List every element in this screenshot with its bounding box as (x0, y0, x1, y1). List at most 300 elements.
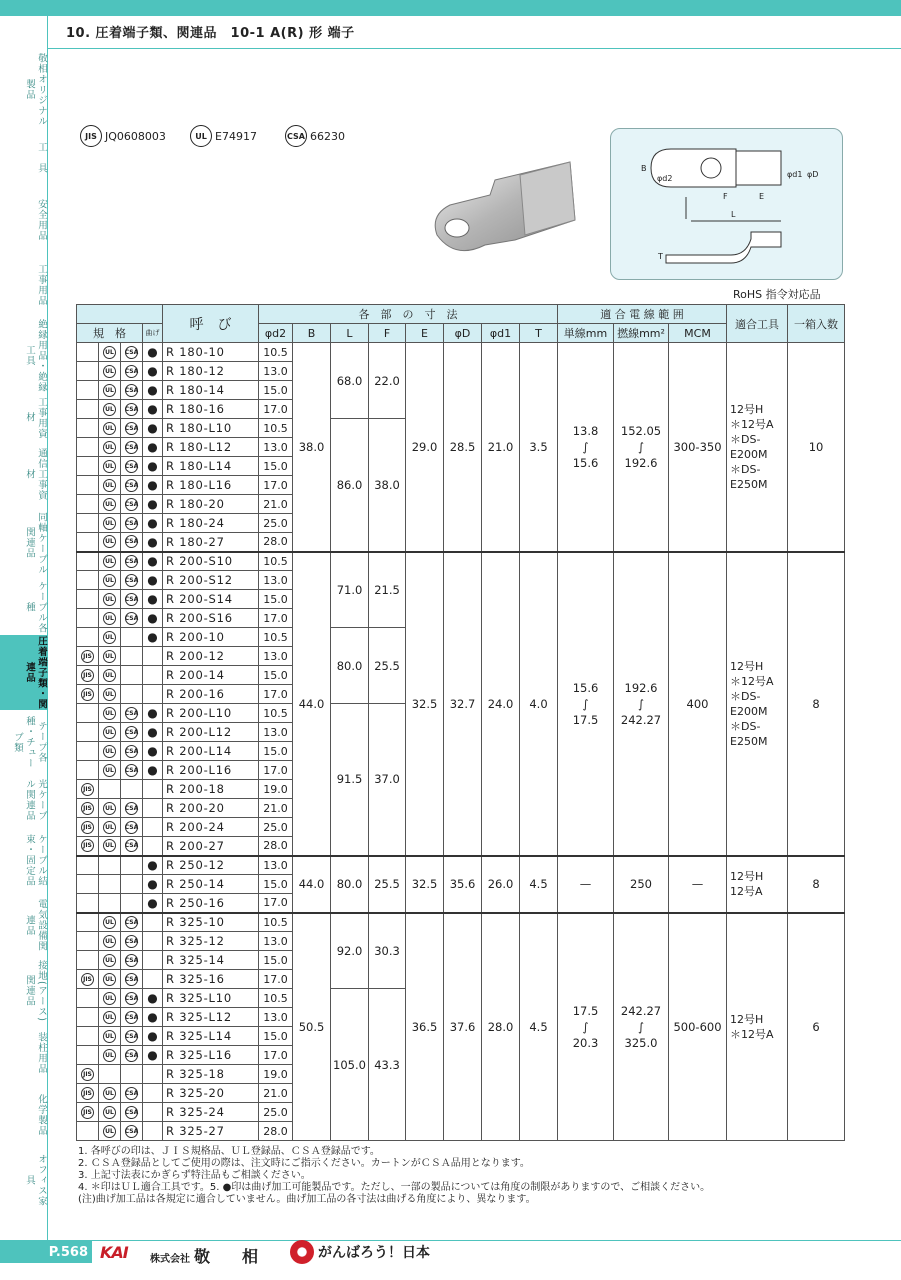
product-code: R 180-12 (163, 362, 259, 381)
u-mark-icon: UL (103, 821, 116, 834)
std-u (99, 704, 121, 723)
header-bend: 曲げ (143, 324, 163, 343)
c-mark-icon: CSA (125, 479, 138, 492)
product-code: R 325-16 (163, 970, 259, 989)
c-mark-icon: CSA (125, 441, 138, 454)
mcm-value: 500-600 (669, 913, 727, 1141)
u-mark-icon: UL (103, 1125, 116, 1138)
phi-d2-value: 25.0 (259, 514, 293, 533)
header-phi-d2: φd2 (259, 324, 293, 343)
header-qty: 一箱入数 (788, 305, 845, 343)
L-value: 80.0 (331, 628, 369, 704)
phi-d2-value: 21.0 (259, 495, 293, 514)
single-wire-range: — (558, 856, 614, 913)
c-mark-icon: CSA (125, 612, 138, 625)
bend-mark: ● (143, 1046, 163, 1065)
F-value: 38.0 (369, 419, 406, 552)
u-mark-icon: UL (103, 574, 116, 587)
std-c (121, 647, 143, 666)
std-c (121, 400, 143, 419)
bend-mark: ● (143, 704, 163, 723)
phi-d1-value: 21.0 (482, 343, 520, 552)
bend-mark: ● (143, 571, 163, 590)
product-code: R 180-24 (163, 514, 259, 533)
side-nav-item[interactable]: 電気設備関連品 (24, 898, 47, 952)
std-j (77, 799, 99, 818)
std-j (77, 1065, 99, 1084)
j-mark-icon: JIS (81, 821, 94, 834)
c-mark-icon: CSA (125, 973, 138, 986)
std-c (121, 951, 143, 970)
std-j (77, 419, 99, 438)
std-c (121, 533, 143, 552)
table-row (77, 856, 845, 875)
std-u (99, 932, 121, 951)
L-value: 68.0 (331, 343, 369, 419)
product-code: R 200-10 (163, 628, 259, 647)
cert-number: E74917 (215, 129, 257, 143)
product-code: R 200-L10 (163, 704, 259, 723)
std-u (99, 647, 121, 666)
phi-d2-value: 10.5 (259, 343, 293, 362)
top-accent-bar (0, 0, 901, 16)
u-mark-icon: UL (103, 764, 116, 777)
bend-mark: ● (143, 457, 163, 476)
std-j (77, 590, 99, 609)
phi-d2-value: 13.0 (259, 438, 293, 457)
bend-mark: ● (143, 875, 163, 894)
std-u (99, 761, 121, 780)
E-value: 29.0 (406, 343, 444, 552)
single-wire-range: 17.5 ∫ 20.3 (558, 913, 614, 1141)
phi-d2-value: 17.0 (259, 685, 293, 704)
label-L: L (731, 210, 736, 219)
side-nav-item[interactable]: オフィス家具 (24, 1153, 47, 1207)
phi-d2-value: 17.0 (259, 476, 293, 495)
header-standard: 規 格 (77, 324, 143, 343)
product-code: R 200-20 (163, 799, 259, 818)
std-c (121, 1008, 143, 1027)
phi-d2-value: 15.0 (259, 666, 293, 685)
phi-d2-value: 15.0 (259, 875, 293, 894)
u-mark-icon: UL (103, 1030, 116, 1043)
phi-d2-value: 13.0 (259, 856, 293, 875)
cert-item (190, 125, 257, 147)
bend-mark (143, 1103, 163, 1122)
qty-value: 8 (788, 856, 845, 913)
std-u (99, 989, 121, 1008)
std-c (121, 1046, 143, 1065)
side-nav-item[interactable]: 化学製品 (36, 1094, 47, 1136)
u-mark-icon: UL (103, 460, 116, 473)
bend-mark: ● (143, 514, 163, 533)
c-mark-icon: CSA (125, 346, 138, 359)
product-code: R 200-L14 (163, 742, 259, 761)
side-nav-item[interactable]: 光ケーブル関連品 (24, 779, 47, 821)
cert-item (80, 125, 166, 147)
side-nav-item[interactable]: 安全用品 (36, 199, 47, 241)
jis-mark-icon: JIS (80, 125, 102, 147)
u-mark-icon: UL (103, 802, 116, 815)
u-mark-icon: UL (103, 650, 116, 663)
mcm-value: — (669, 856, 727, 913)
side-nav-item[interactable]: 工事用品 (36, 264, 47, 306)
phi-d2-value: 28.0 (259, 837, 293, 856)
phi-d2-value: 21.0 (259, 799, 293, 818)
u-mark-icon: UL (103, 422, 116, 435)
header-F: F (369, 324, 406, 343)
B-value: 38.0 (293, 343, 331, 552)
std-u (99, 913, 121, 932)
bend-mark (143, 1084, 163, 1103)
table-row (77, 343, 845, 362)
c-mark-icon: CSA (125, 1049, 138, 1062)
j-mark-icon: JIS (81, 783, 94, 796)
product-code: R 180-20 (163, 495, 259, 514)
u-mark-icon: UL (103, 555, 116, 568)
side-nav-item[interactable]: 通信工事資材 (24, 447, 47, 501)
std-c (121, 476, 143, 495)
phi-d2-value: 10.5 (259, 704, 293, 723)
j-mark-icon: JIS (81, 650, 94, 663)
side-nav-item[interactable]: テープ各種・チューブ類 (12, 715, 47, 769)
phi-D-value: 32.7 (444, 552, 482, 856)
std-j (77, 1122, 99, 1141)
L-value: 105.0 (331, 989, 369, 1141)
std-c (121, 419, 143, 438)
std-c (121, 343, 143, 362)
u-mark-icon: UL (103, 1087, 116, 1100)
std-j (77, 552, 99, 571)
product-code: R 250-16 (163, 894, 259, 913)
std-j (77, 894, 99, 913)
header-tool: 適合工具 (727, 305, 788, 343)
std-j (77, 913, 99, 932)
std-u (99, 419, 121, 438)
j-mark-icon: JIS (81, 973, 94, 986)
std-u (99, 894, 121, 913)
phi-D-value: 35.6 (444, 856, 482, 913)
phi-d2-value: 13.0 (259, 723, 293, 742)
std-c (121, 1065, 143, 1084)
bend-mark: ● (143, 381, 163, 400)
std-j (77, 495, 99, 514)
std-j (77, 514, 99, 533)
c-mark-icon: CSA (125, 384, 138, 397)
bend-mark (143, 647, 163, 666)
std-u (99, 400, 121, 419)
product-code: R 180-16 (163, 400, 259, 419)
bend-mark (143, 1065, 163, 1084)
phi-d2-value: 19.0 (259, 1065, 293, 1084)
bend-mark (143, 666, 163, 685)
std-c (121, 552, 143, 571)
phi-d2-value: 15.0 (259, 742, 293, 761)
product-code: R 180-27 (163, 533, 259, 552)
bend-mark: ● (143, 552, 163, 571)
side-nav-item[interactable]: 工事用資材 (24, 396, 47, 439)
stranded-wire-range: 250 (614, 856, 669, 913)
header-wire-range: 適 合 電 線 範 囲 (558, 305, 727, 324)
F-value: 25.5 (369, 856, 406, 913)
std-j (77, 438, 99, 457)
label-B: B (641, 164, 647, 173)
label-phi-d1: φd1 (787, 170, 803, 179)
std-j (77, 1027, 99, 1046)
product-code: R 325-18 (163, 1065, 259, 1084)
c-mark-icon: CSA (125, 1030, 138, 1043)
B-value: 44.0 (293, 552, 331, 856)
label-F: F (723, 192, 728, 201)
std-u (99, 1122, 121, 1141)
c-mark-icon: CSA (125, 555, 138, 568)
brand-logo: KAI (100, 1243, 128, 1262)
E-value: 36.5 (406, 913, 444, 1141)
L-value: 71.0 (331, 552, 369, 628)
std-c (121, 799, 143, 818)
bend-mark: ● (143, 495, 163, 514)
product-code: R 180-L12 (163, 438, 259, 457)
phi-d2-value: 10.5 (259, 628, 293, 647)
std-j (77, 856, 99, 875)
stranded-wire-range: 192.6 ∫ 242.27 (614, 552, 669, 856)
header-blank (77, 305, 163, 324)
std-u (99, 723, 121, 742)
phi-d2-value: 13.0 (259, 362, 293, 381)
F-value: 37.0 (369, 704, 406, 856)
product-code: R 180-10 (163, 343, 259, 362)
phi-d2-value: 17.0 (259, 400, 293, 419)
u-mark-icon: UL (103, 593, 116, 606)
std-c (121, 571, 143, 590)
std-u (99, 951, 121, 970)
T-value: 3.5 (520, 343, 558, 552)
footer-rule (0, 1240, 901, 1241)
terminal-photo (425, 150, 585, 270)
product-code: R 200-14 (163, 666, 259, 685)
bend-mark (143, 780, 163, 799)
side-nav-item[interactable]: 敬相オリジナル製品 (24, 52, 47, 127)
std-u (99, 571, 121, 590)
header-stranded-wire: 撚線mm² (614, 324, 669, 343)
std-c (121, 362, 143, 381)
std-j (77, 780, 99, 799)
std-j (77, 875, 99, 894)
std-u (99, 514, 121, 533)
footnote-line: (注)曲げ加工品は各規定に適合していません。曲げ加工品の各寸法は曲げる角度により、異なります。 (78, 1194, 536, 1205)
mcm-value: 400 (669, 552, 727, 856)
side-nav-item[interactable]: 同軸ケーブル関連品 (24, 511, 47, 575)
u-mark-icon: UL (103, 365, 116, 378)
std-j (77, 970, 99, 989)
side-nav-item[interactable]: ケーブル結束・固定品 (24, 834, 47, 887)
footnote-line: 1. 各呼びの印は、ＪＩＳ規格品、ＵＬ登録品、ＣＳＡ登録品です。 (78, 1146, 380, 1157)
std-u (99, 476, 121, 495)
std-c (121, 989, 143, 1008)
phi-d2-value: 15.0 (259, 1027, 293, 1046)
cert-item (285, 125, 345, 147)
std-c (121, 609, 143, 628)
std-c (121, 742, 143, 761)
bend-mark: ● (143, 438, 163, 457)
product-code: R 325-14 (163, 951, 259, 970)
c-mark-icon: CSA (125, 821, 138, 834)
phi-d2-value: 10.5 (259, 989, 293, 1008)
std-u (99, 1084, 121, 1103)
product-code: R 200-12 (163, 647, 259, 666)
phi-d2-value: 25.0 (259, 1103, 293, 1122)
std-j (77, 685, 99, 704)
c-mark-icon: CSA (125, 1011, 138, 1024)
qty-value: 10 (788, 343, 845, 552)
single-wire-range: 13.8 ∫ 15.6 (558, 343, 614, 552)
phi-d2-value: 17.0 (259, 970, 293, 989)
std-c (121, 685, 143, 704)
E-value: 32.5 (406, 552, 444, 856)
bend-mark: ● (143, 400, 163, 419)
phi-d2-value: 15.0 (259, 951, 293, 970)
std-u (99, 343, 121, 362)
c-mark-icon: CSA (125, 745, 138, 758)
product-code: R 325-20 (163, 1084, 259, 1103)
side-nav-item[interactable]: 工 具 (36, 141, 47, 174)
bend-mark (143, 685, 163, 704)
phi-d2-value: 13.0 (259, 932, 293, 951)
phi-d2-value: 13.0 (259, 571, 293, 590)
std-c (121, 628, 143, 647)
rohs-note: RoHS 指令対応品 (733, 288, 821, 301)
bend-mark (143, 837, 163, 856)
std-j (77, 932, 99, 951)
std-j (77, 742, 99, 761)
std-c (121, 875, 143, 894)
ul-mark-icon: UL (190, 125, 212, 147)
product-code: R 200-S12 (163, 571, 259, 590)
std-j (77, 704, 99, 723)
std-j (77, 723, 99, 742)
j-mark-icon: JIS (81, 1087, 94, 1100)
phi-d2-value: 17.0 (259, 1046, 293, 1065)
cert-number: 66230 (310, 129, 345, 143)
std-j (77, 457, 99, 476)
c-mark-icon: CSA (125, 916, 138, 929)
c-mark-icon: CSA (125, 802, 138, 815)
std-u (99, 609, 121, 628)
mcm-value: 300-350 (669, 343, 727, 552)
L-value: 91.5 (331, 704, 369, 856)
std-u (99, 780, 121, 799)
std-c (121, 932, 143, 951)
std-c (121, 894, 143, 913)
product-code: R 200-27 (163, 837, 259, 856)
dimension-diagram (610, 128, 843, 280)
bend-mark: ● (143, 761, 163, 780)
bend-mark (143, 951, 163, 970)
std-c (121, 723, 143, 742)
std-u (99, 1065, 121, 1084)
std-u (99, 590, 121, 609)
std-u (99, 1027, 121, 1046)
L-value: 92.0 (331, 913, 369, 989)
c-mark-icon: CSA (125, 498, 138, 511)
u-mark-icon: UL (103, 517, 116, 530)
F-value: 30.3 (369, 913, 406, 989)
phi-d2-value: 13.0 (259, 1008, 293, 1027)
product-code: R 325-L12 (163, 1008, 259, 1027)
std-j (77, 837, 99, 856)
product-code: R 180-14 (163, 381, 259, 400)
std-u (99, 438, 121, 457)
c-mark-icon: CSA (125, 574, 138, 587)
std-j (77, 362, 99, 381)
single-wire-range: 15.6 ∫ 17.5 (558, 552, 614, 856)
page-title: 10. 圧着端子類、関連品 10-1 A(R) 形 端子 (66, 26, 355, 41)
u-mark-icon: UL (103, 707, 116, 720)
std-j (77, 400, 99, 419)
product-code: R 200-S14 (163, 590, 259, 609)
side-nav-item[interactable]: 接地(アース)関連品 (24, 959, 47, 1022)
side-nav-item[interactable]: 装柱用品 (36, 1031, 47, 1074)
company-name (150, 1244, 258, 1267)
slogan-text: がんばろう！日本 (318, 1245, 430, 1261)
page-number: P.568 (0, 1241, 92, 1263)
tool-value: 12号H ＊12号A (727, 913, 788, 1141)
std-c (121, 780, 143, 799)
u-mark-icon: UL (103, 403, 116, 416)
u-mark-icon: UL (103, 479, 116, 492)
side-nav-item[interactable]: 絶縁用品・絶縁工具 (24, 318, 47, 393)
std-c (121, 913, 143, 932)
side-nav-item[interactable]: 圧着端子類・関連品 (0, 635, 47, 710)
L-value: 80.0 (331, 856, 369, 913)
product-code: R 325-12 (163, 932, 259, 951)
B-value: 44.0 (293, 856, 331, 913)
phi-d2-value: 19.0 (259, 780, 293, 799)
product-code: R 200-L16 (163, 761, 259, 780)
u-mark-icon: UL (103, 954, 116, 967)
c-mark-icon: CSA (125, 764, 138, 777)
header-mcm: MCM (669, 324, 727, 343)
c-mark-icon: CSA (125, 954, 138, 967)
side-nav-item[interactable]: ケーブル各種 (24, 581, 47, 634)
header-E: E (406, 324, 444, 343)
footnotes (78, 1146, 710, 1206)
stranded-wire-range: 152.05 ∫ 192.6 (614, 343, 669, 552)
bend-mark (143, 1122, 163, 1141)
c-mark-icon: CSA (125, 1106, 138, 1119)
std-u (99, 837, 121, 856)
std-u (99, 742, 121, 761)
c-mark-icon: CSA (125, 535, 138, 548)
std-u (99, 552, 121, 571)
product-code: R 325-L16 (163, 1046, 259, 1065)
c-mark-icon: CSA (125, 992, 138, 1005)
std-u (99, 685, 121, 704)
product-code: R 250-14 (163, 875, 259, 894)
phi-d2-value: 17.0 (259, 894, 293, 913)
bend-mark: ● (143, 628, 163, 647)
product-code: R 180-L14 (163, 457, 259, 476)
header-L: L (331, 324, 369, 343)
header-single-wire: 単線mm (558, 324, 614, 343)
bend-mark: ● (143, 419, 163, 438)
std-u (99, 628, 121, 647)
bend-mark: ● (143, 590, 163, 609)
header-yobi: 呼 び (163, 305, 259, 343)
std-c (121, 381, 143, 400)
phi-d2-value: 25.0 (259, 818, 293, 837)
F-value: 25.5 (369, 628, 406, 704)
